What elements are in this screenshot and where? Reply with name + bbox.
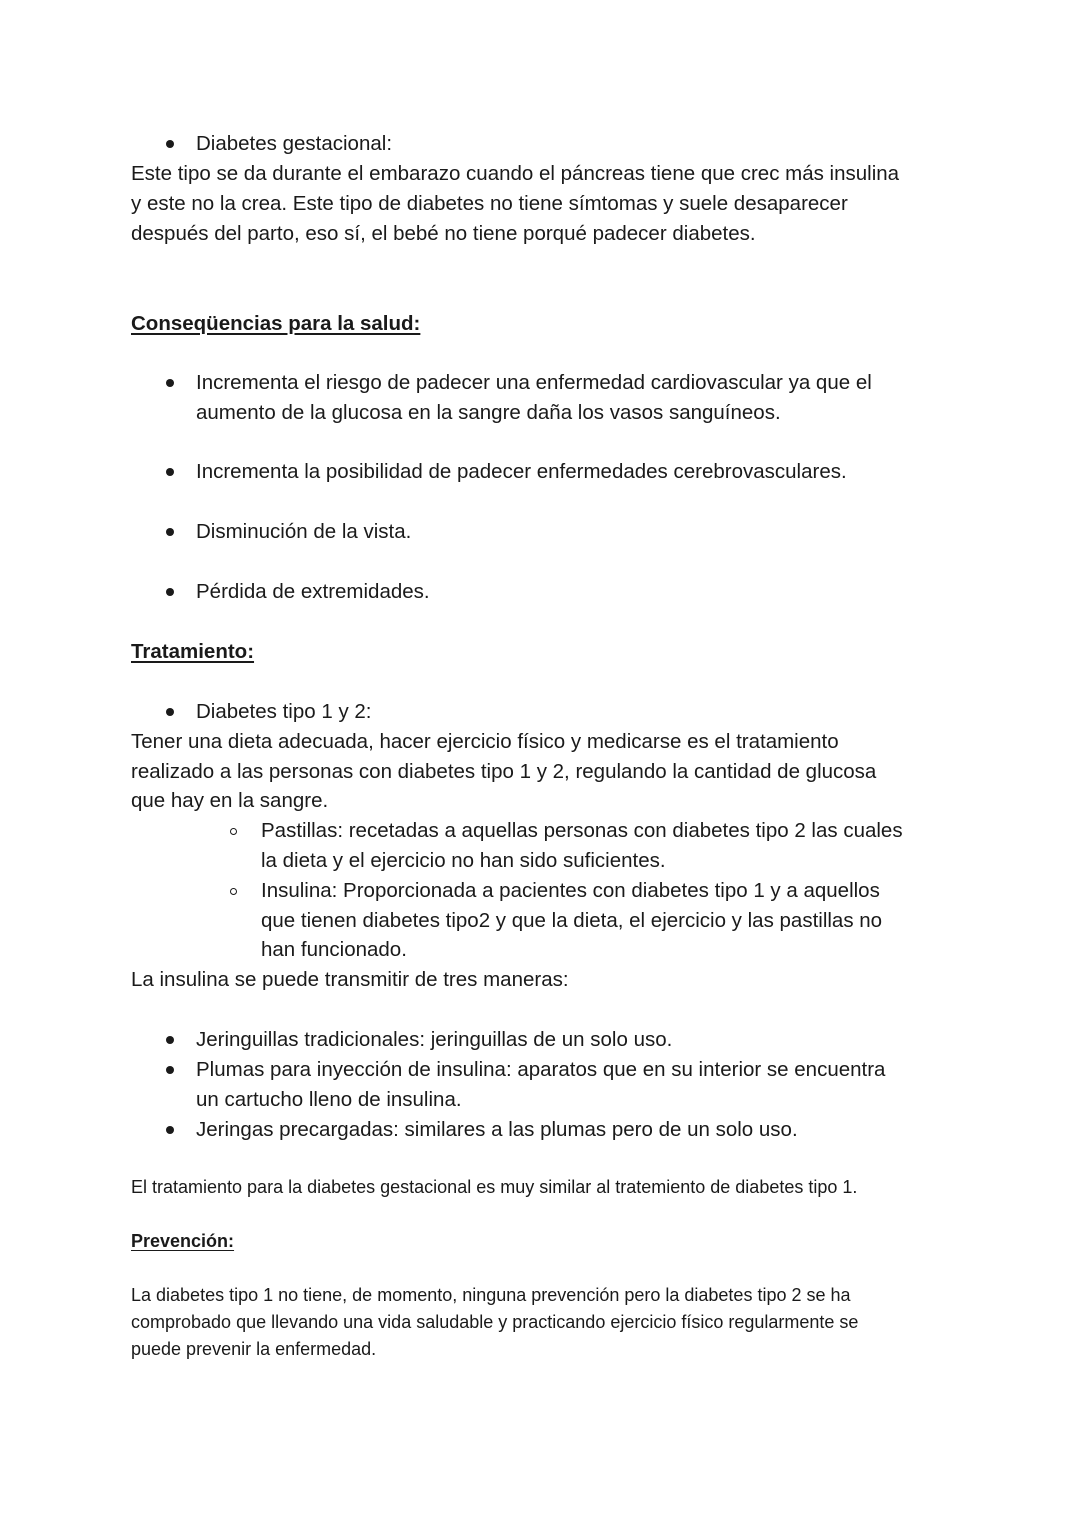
section-heading: Tratamiento: [131,640,255,663]
bullet-icon [166,708,174,716]
sub-list-item: que tienen diabetes tipo2 y que la dieta, el ejercicio y las pastillas no [261,909,883,932]
list-item: Disminución de la vista. [196,520,412,543]
sub-list-item: han funcionado. [261,938,407,961]
paragraph-line: La diabetes tipo 1 no tiene, de momento, ninguna prevención pero la diabetes tipo 2 se ha [131,1285,851,1305]
bullet-icon [166,1036,174,1044]
section-heading: Prevención: [131,1231,235,1251]
paragraph-line: y este no la crea. Este tipo de diabetes no tiene símtomas y suele desaparecer [131,192,848,215]
paragraph-line: La insulina se puede transmitir de tres maneras: [131,968,569,991]
bullet-icon [166,528,174,536]
bullet-icon [166,1126,174,1134]
list-item: Pérdida de extremidades. [196,580,430,603]
circle-bullet-icon [230,828,237,835]
sub-list-item: la dieta y el ejercicio no han sido suficientes. [261,849,666,872]
list-item: Diabetes tipo 1 y 2: [196,700,372,723]
list-item: Jeringas precargadas: similares a las plumas pero de un solo uso. [196,1118,798,1141]
list-item: Jeringuillas tradicionales: jeringuillas de un solo uso. [196,1028,673,1051]
bullet-icon [166,588,174,596]
list-item: un cartucho lleno de insulina. [196,1088,462,1111]
list-item: Plumas para inyección de insulina: aparatos que en su interior se encuentra [196,1058,886,1081]
paragraph-line: El tratamiento para la diabetes gestacional es muy similar al tratemiento de diabetes tipo 1. [131,1177,858,1197]
paragraph-line: que hay en la sangre. [131,789,329,812]
sub-list-item: Insulina: Proporcionada a pacientes con diabetes tipo 1 y a aquellos [261,879,880,902]
list-item: Incrementa el riesgo de padecer una enfermedad cardiovascular ya que el [196,371,872,394]
bullet-icon [166,468,174,476]
paragraph-line: puede prevenir la enfermedad. [131,1339,377,1359]
paragraph-line: Este tipo se da durante el embarazo cuando el páncreas tiene que crec más insulina [131,162,900,185]
bullet-icon [166,379,174,387]
circle-bullet-icon [230,888,237,895]
bullet-icon [166,140,174,148]
bullet-icon [166,1066,174,1074]
list-item: aumento de la glucosa en la sangre daña los vasos sanguíneos. [196,401,781,424]
list-item: Incrementa la posibilidad de padecer enfermedades cerebrovasculares. [196,460,847,483]
list-item: Diabetes gestacional: [196,132,393,155]
section-heading: Conseqüencias para la salud: [131,312,421,335]
paragraph-line: después del parto, eso sí, el bebé no tiene porqué padecer diabetes. [131,222,756,245]
paragraph-line: comprobado que llevando una vida saludable y practicando ejercicio físico regularmente se [131,1312,859,1332]
paragraph-line: Tener una dieta adecuada, hacer ejercicio físico y medicarse es el tratamiento [131,730,839,753]
sub-list-item: Pastillas: recetadas a aquellas personas con diabetes tipo 2 las cuales [261,819,903,842]
paragraph-line: realizado a las personas con diabetes tipo 1 y 2, regulando la cantidad de glucosa [131,760,877,783]
